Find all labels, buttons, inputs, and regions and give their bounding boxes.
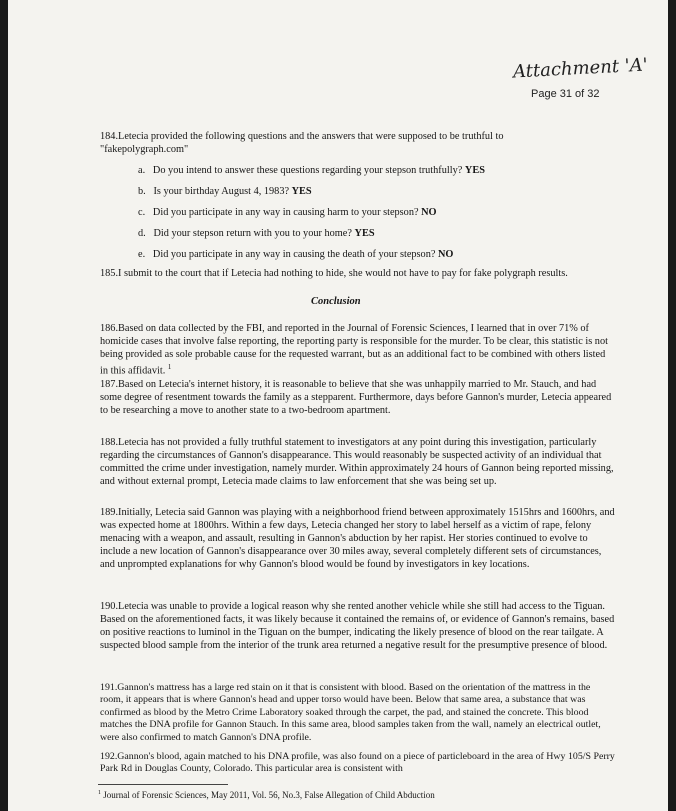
paragraph-text: Letecia has not provided a fully truthful statement to investigators at any point during this investigation, particularly regarding the circumstances of Gannon's disappearance. This would reasonably be suspected activity of an individual that committed the crime under investigation, namely murder. Within approximately 24 hours of Gannon being reported missing, and without external prompt, Letecia made claims to law enforcement that she was being set up.	[100, 437, 614, 487]
paragraph-184	[100, 130, 570, 156]
list-item	[138, 227, 578, 240]
answer-text: YES	[291, 186, 312, 197]
paragraph-191	[100, 682, 615, 744]
list-marker: e.	[138, 249, 146, 260]
paragraph-186	[100, 322, 615, 377]
document-page	[8, 0, 668, 811]
paragraph-text: Initially, Letecia said Gannon was playing with a neighborhood friend between approximately 1515hrs and 1600hrs, and was expected home at 1800hrs. Within a few days, Letecia changed her story to label herself as a victim of rape, felony menacing with a weapon, and assault, resulting in Gannon's abduction by her rapist. Her stories continued to evolve to include a new location of Gannon's disappearance over 30 miles away, several completely different sets of circumstances, and unprompted explanations for why Gannon's blood would be found by investigators in key locations.	[100, 507, 615, 570]
list-marker: a.	[138, 165, 146, 176]
list-item	[138, 164, 578, 177]
attachment-label: Attachment 'A'	[512, 54, 649, 83]
footnote	[98, 790, 435, 800]
paragraph-190	[100, 600, 615, 652]
question-text: Did you participate in any way in causing the death of your stepson?	[152, 249, 436, 260]
answer-text: YES	[464, 165, 485, 176]
list-marker: d.	[138, 228, 146, 239]
paragraph-number: 190.	[100, 601, 119, 612]
footnote-divider	[98, 784, 228, 785]
paragraph-192	[100, 751, 615, 776]
paragraph-number: 189.	[100, 507, 119, 518]
footnote-marker: 1	[98, 790, 101, 796]
paragraph-text: Based on Letecia's internet history, it is reasonable to believe that she was unhappily married to Mr. Stauch, and had some degree of resentment towards the family as a stepparent. Furthermore, days before Gannon's murder, Letecia appeared to be researching a move to another state to a two-bedroom apartment.	[100, 379, 612, 416]
paragraph-number: 192.	[100, 751, 118, 762]
list-item	[138, 206, 578, 219]
paragraph-text: Letecia provided the following questions and the answers that were supposed to be truthful to "fakepolygraph.com"	[100, 131, 504, 155]
paragraph-189	[100, 506, 615, 571]
question-text: Do you intend to answer these questions regarding your stepson truthfully?	[152, 165, 463, 176]
paragraph-text: Based on data collected by the FBI, and reported in the Journal of Forensic Sciences, I learned that in over 71% of homicide cases that involve false reporting, the reporting party is responsible for the murder. To be clear, this statistic is not being provided as sole probable cause for the requested warrant, but as an additional fact to be combined with others listed in this affidavit.	[100, 323, 608, 377]
answer-text: NO	[421, 207, 437, 218]
list-marker: c.	[138, 207, 146, 218]
paragraph-text: Letecia was unable to provide a logical reason why she rented another vehicle while she still had access to the Tiguan. Based on the aforementioned facts, it was likely because it contained the remains of, or evidence of Gannon's remains, based on positive reactions to luminol in the Tiguan on the bumper, indicating the likely presence of blood on the rear tailgate. A suspected blood sample from the interior of the trunk area returned a negative result for the presumptive presence of blood.	[100, 601, 615, 651]
paragraph-187	[100, 378, 615, 417]
paragraph-text: I submit to the court that if Letecia had nothing to hide, she would not have to pay for fake polygraph results.	[118, 268, 568, 279]
list-item	[138, 185, 578, 198]
question-text: Did you participate in any way in causing harm to your stepson?	[152, 207, 419, 218]
paragraph-number: 186.	[100, 323, 119, 334]
paragraph-number: 188.	[100, 437, 119, 448]
paragraph-text: Gannon's blood, again matched to his DNA profile, was also found on a piece of particleboard in the area of Hwy 105/S Perry Park Rd in Douglas County, Colorado. This particular area is consistent with	[100, 751, 615, 775]
paragraph-number: 191.	[100, 682, 118, 693]
paragraph-number: 185.	[100, 268, 119, 279]
paragraph-188	[100, 436, 615, 488]
answer-text: NO	[438, 249, 454, 260]
page-number: Page 31 of 32	[531, 88, 600, 100]
paragraph-number: 187.	[100, 379, 119, 390]
list-marker: b.	[138, 186, 146, 197]
paragraph-185	[100, 267, 610, 280]
footnote-text: Journal of Forensic Sciences, May 2011, Vol. 56, No.3, False Allegation of Child Abduction	[103, 790, 435, 800]
question-text: Is your birthday August 4, 1983?	[153, 186, 290, 197]
paragraph-text: Gannon's mattress has a large red stain on it that is consistent with blood. Based on the orientation of the mattress in the room, it appears that is where Gannon's head and upper torso would have been. Below that same area, a substance that was confirmed as blood by the Metro Crime Laboratory soaked through the carpet, the pad, and stained the concrete. This blood matches the DNA profile for Gannon Stauch. In this same area, blood samples taken from the wall, namely an electrical outlet, were also confirmed to match Gannon's DNA profile.	[100, 682, 601, 743]
section-heading: Conclusion	[311, 296, 361, 307]
answer-text: YES	[354, 228, 375, 239]
question-text: Did your stepson return with you to your home?	[153, 228, 352, 239]
footnote-ref: 1	[167, 363, 172, 371]
paragraph-number: 184.	[100, 131, 119, 142]
list-item	[138, 248, 578, 261]
